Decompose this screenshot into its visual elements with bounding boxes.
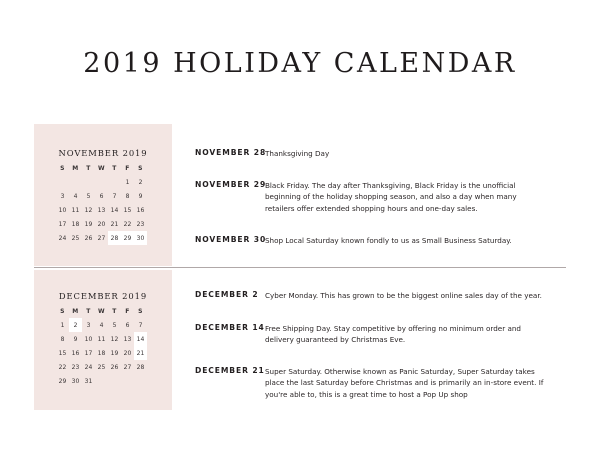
- event-date: DECEMBER 14: [195, 323, 265, 332]
- weekday-header: S: [138, 164, 143, 172]
- day-cell: 1: [125, 178, 130, 186]
- page-title: 2019 HOLIDAY CALENDAR: [83, 48, 517, 79]
- day-cell: 30: [71, 377, 80, 385]
- day-cell: 24: [84, 363, 93, 371]
- weekday-header: T: [112, 164, 117, 172]
- event-description: Free Shipping Day. Stay competitive by offering no minimum order and delivery guaranteed by Christmas Eve.: [265, 324, 521, 345]
- highlighted-day-cell: 28: [108, 231, 121, 245]
- weekday-header: S: [60, 307, 65, 315]
- day-cell: 13: [97, 206, 106, 214]
- weekday-header: W: [97, 164, 106, 172]
- weekday-header: T: [86, 164, 91, 172]
- day-cell: 20: [97, 220, 106, 228]
- day-cell: 1: [60, 321, 65, 329]
- empty-day-cell: [108, 175, 121, 189]
- day-cell: 9: [138, 192, 143, 200]
- day-cell: 14: [110, 206, 119, 214]
- weekday-header: F: [125, 164, 130, 172]
- day-cell: 28: [136, 363, 145, 371]
- day-cell: 4: [99, 321, 104, 329]
- day-cell: 15: [58, 349, 67, 357]
- day-cell: 9: [73, 335, 78, 343]
- november-calendar: [34, 124, 172, 266]
- day-cell: 17: [58, 220, 67, 228]
- event-description: Super Saturday. Otherwise known as Panic Saturday, Super Saturday takes place the last Saturday before Christmas and is primarily an in-store event. If you're able to, this is a great time to host a Pop Up shop: [265, 367, 544, 399]
- day-cell: 20: [123, 349, 132, 357]
- highlighted-day-cell: 21: [134, 346, 147, 360]
- day-cell: 10: [58, 206, 67, 214]
- day-cell: 24: [58, 234, 67, 242]
- december-day-grid: [56, 304, 147, 388]
- empty-day-cell: [95, 175, 108, 189]
- weekday-header: F: [125, 307, 130, 315]
- day-cell: 16: [71, 349, 80, 357]
- november-calendar-title: NOVEMBER 2019: [58, 148, 148, 158]
- weekday-header: T: [86, 307, 91, 315]
- day-cell: 25: [97, 363, 106, 371]
- day-cell: 4: [73, 192, 78, 200]
- day-cell: 26: [110, 363, 119, 371]
- december-calendar-title: DECEMBER 2019: [58, 291, 148, 301]
- day-cell: 8: [60, 335, 65, 343]
- weekday-header: T: [112, 307, 117, 315]
- day-cell: 19: [84, 220, 93, 228]
- event-date: NOVEMBER 28: [195, 148, 267, 157]
- highlighted-day-cell: 2: [69, 318, 82, 332]
- event-description: Black Friday. The day after Thanksgiving, Black Friday is the unofficial beginning of the holiday shopping season, and also a day when many retailers offer extended shopping hours and one-day sales.: [265, 181, 517, 213]
- day-cell: 7: [138, 321, 143, 329]
- empty-day-cell: [56, 175, 69, 189]
- day-cell: 10: [84, 335, 93, 343]
- day-cell: 17: [84, 349, 93, 357]
- event-description: Cyber Monday. This has grown to be the biggest online sales day of the year.: [265, 291, 542, 300]
- day-cell: 13: [123, 335, 132, 343]
- day-cell: 23: [71, 363, 80, 371]
- day-cell: 23: [136, 220, 145, 228]
- empty-day-cell: [69, 175, 82, 189]
- day-cell: 22: [58, 363, 67, 371]
- day-cell: 27: [97, 234, 106, 242]
- empty-day-cell: [82, 175, 95, 189]
- day-cell: 18: [97, 349, 106, 357]
- day-cell: 29: [58, 377, 67, 385]
- weekday-header: W: [97, 307, 106, 315]
- day-cell: 7: [112, 192, 117, 200]
- day-cell: 27: [123, 363, 132, 371]
- highlighted-day-cell: 30: [134, 231, 147, 245]
- day-cell: 3: [60, 192, 65, 200]
- day-cell: 3: [86, 321, 91, 329]
- day-cell: 5: [86, 192, 91, 200]
- event-description: Shop Local Saturday known fondly to us as Small Business Saturday.: [265, 236, 512, 245]
- event-date: DECEMBER 2: [195, 290, 259, 299]
- december-calendar: [34, 270, 172, 410]
- day-cell: 18: [71, 220, 80, 228]
- day-cell: 12: [84, 206, 93, 214]
- weekday-header: M: [72, 164, 79, 172]
- event-description: Thanksgiving Day: [265, 149, 330, 158]
- day-cell: 26: [84, 234, 93, 242]
- day-cell: 5: [112, 321, 117, 329]
- highlighted-day-cell: 14: [134, 332, 147, 346]
- day-cell: 6: [99, 192, 104, 200]
- day-cell: 11: [71, 206, 80, 214]
- day-cell: 19: [110, 349, 119, 357]
- section-divider: [34, 267, 566, 268]
- weekday-header: M: [72, 307, 79, 315]
- day-cell: 16: [136, 206, 145, 214]
- november-day-grid: [56, 161, 147, 245]
- highlighted-day-cell: 29: [121, 231, 134, 245]
- day-cell: 6: [125, 321, 130, 329]
- event-date: DECEMBER 21: [195, 366, 265, 375]
- day-cell: 22: [123, 220, 132, 228]
- event-date: NOVEMBER 30: [195, 235, 267, 244]
- day-cell: 12: [110, 335, 119, 343]
- day-cell: 31: [84, 377, 93, 385]
- weekday-header: S: [60, 164, 65, 172]
- day-cell: 11: [97, 335, 106, 343]
- day-cell: 15: [123, 206, 132, 214]
- day-cell: 25: [71, 234, 80, 242]
- day-cell: 2: [138, 178, 143, 186]
- day-cell: 8: [125, 192, 130, 200]
- weekday-header: S: [138, 307, 143, 315]
- day-cell: 21: [110, 220, 119, 228]
- event-date: NOVEMBER 29: [195, 180, 267, 189]
